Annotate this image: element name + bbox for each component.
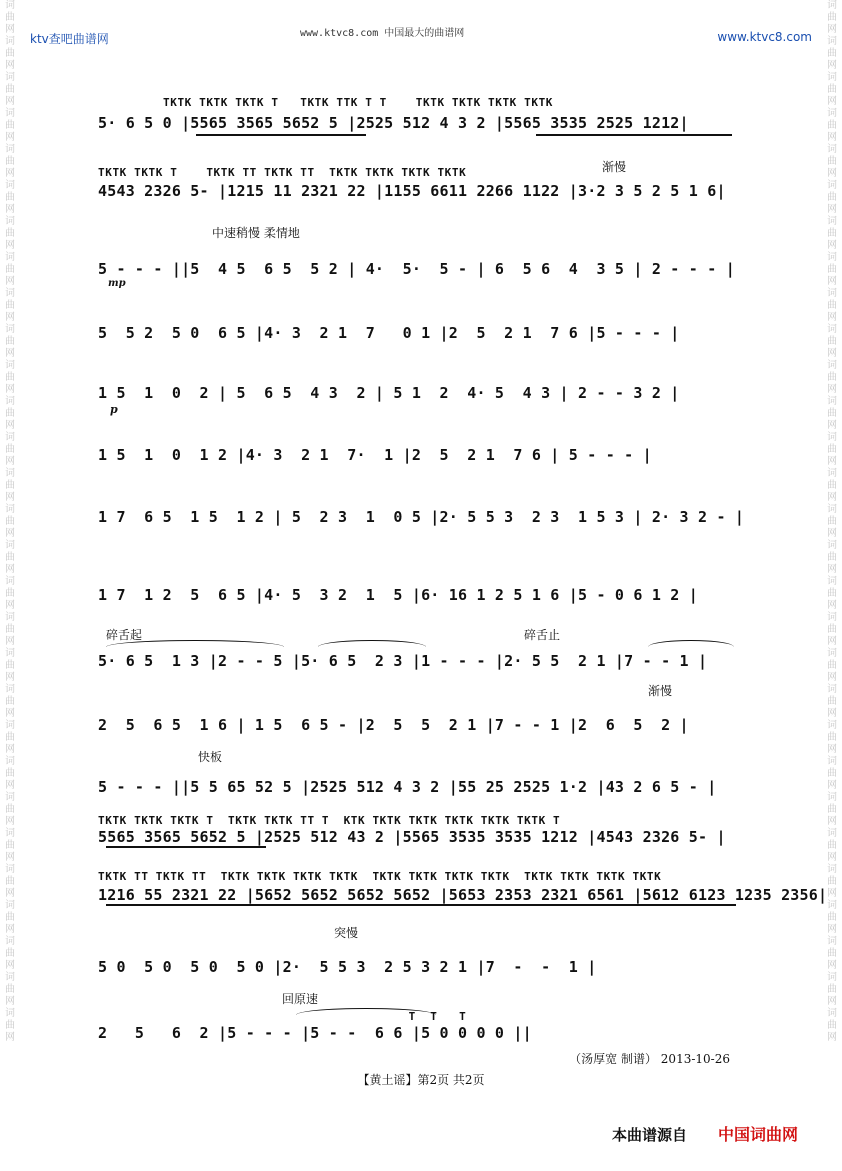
score-row-7: 1 7 6 5 1 5 1 2 | 5 2 3 1 0 5 |2· 5 5 3 2 3 1 5 3 | 2· 3 2 - | — [98, 508, 745, 526]
beam-line — [536, 134, 732, 136]
articulation-row-2: TKTK TKTK T TKTK TT TKTK TT TKTK TKTK TKTK TKTK — [98, 166, 467, 179]
tempo-mark-moderato: 中速稍慢 柔情地 — [212, 226, 300, 240]
tempo-mark-a-tempo: 回原速 — [282, 992, 319, 1006]
beam-line — [196, 134, 366, 136]
arranger-credit: （汤厚宽 制谱） 2013-10-26 — [569, 1052, 730, 1066]
score-row-8: 1 7 1 2 5 6 5 |4· 5 3 2 1 5 |6· 16 1 2 5 1 6 |5 - 0 6 1 2 | — [98, 586, 698, 604]
score-row-14: 5 0 5 0 5 0 5 0 |2· 5 5 3 2 5 3 2 1 |7 - - 1 | — [98, 958, 597, 976]
source-brand-link[interactable]: 中国词曲网 — [718, 1125, 799, 1144]
score-row-9: 5· 6 5 1 3 |2 - - 5 |5· 6 5 2 3 |1 - - - |2· 5 5 2 1 |7 - - 1 | — [98, 652, 708, 670]
score-row-4: 5 5 2 5 0 6 5 |4· 3 2 1 7 0 1 |2 5 2 1 7 6 |5 - - - | — [98, 324, 680, 342]
score-row-13: 1216 55 2321 22 |5652 5652 5652 5652 |5653 2353 2321 6561 |5612 6123 1235 2356| — [98, 886, 828, 904]
articulation-row-12: TKTK TKTK TKTK T TKTK TKTK TT T KTK TKTK TKTK TKTK TKTK TKTK T — [98, 814, 561, 827]
dynamic-p: p — [110, 403, 118, 416]
score-row-5: 1 5 1 0 2 | 5 6 5 4 3 2 | 5 1 2 4· 5 4 3 | 2 - - 3 2 | — [98, 384, 680, 402]
score-row-10: 2 5 6 5 1 6 | 1 5 6 5 - |2 5 5 2 1 |7 - - 1 |2 6 5 2 | — [98, 716, 689, 734]
articulation-row-1: TKTK TKTK TKTK T TKTK TTK T T TKTK TKTK TKTK TKTK — [98, 96, 554, 109]
score-row-12: 5565 3565 5652 5 |2525 512 43 2 |5565 3535 3535 1212 |4543 2326 5- | — [98, 828, 726, 846]
header-site-url[interactable]: www.ktvc8.com — [717, 30, 812, 44]
slur — [318, 640, 426, 647]
slur — [106, 640, 284, 647]
score-row-6: 1 5 1 0 1 2 |4· 3 2 1 7· 1 |2 5 2 1 7 6 | 5 - - - | — [98, 446, 652, 464]
tempo-mark-rit-2: 渐慢 — [648, 684, 673, 698]
score-row-11: 5 - - - ||5 5 65 52 5 |2525 512 4 3 2 |55 25 2525 1·2 |43 2 6 5 - | — [98, 778, 717, 796]
beam-line — [106, 904, 736, 906]
score-row-3: 5 - - - ||5 4 5 6 5 5 2 | 4· 5· 5 - | 6 5 6 4 3 5 | 2 - - - | — [98, 260, 735, 278]
side-watermark-left: 词曲网词曲网词曲网词曲网词曲网词曲网词曲网词曲网词曲网词曲网词曲网词曲网词曲网词曲网词曲网词曲网词曲网词曲网词曲网词曲网词曲网词曲网词曲网词曲网词曲网词曲网词曲网词曲网词曲网 — [5, 0, 15, 1043]
score-row-15: 2 5 6 2 |5 - - - |5 - - 6 6 |5 0 0 0 0 || — [98, 1024, 532, 1042]
tempo-mark-allegro: 快板 — [198, 750, 223, 764]
header-site-name[interactable]: ktv查吧曲谱网 — [30, 32, 109, 46]
tempo-mark-subito-lento: 突慢 — [334, 926, 359, 940]
articulation-row-15: T T T — [98, 1010, 467, 1023]
score-row-1: 5· 6 5 0 |5565 3565 5652 5 |2525 512 4 3 2 |5565 3535 2525 1212| — [98, 114, 689, 132]
slur — [648, 640, 734, 647]
source-label: 本曲谱源自 — [612, 1126, 688, 1144]
slur — [296, 1008, 436, 1015]
header-tagline: www.ktvc8.com 中国最大的曲谱网 — [300, 28, 465, 39]
beam-line — [106, 846, 266, 848]
tempo-mark-rit: 渐慢 — [602, 160, 627, 174]
side-watermark-right: 词曲网词曲网词曲网词曲网词曲网词曲网词曲网词曲网词曲网词曲网词曲网词曲网词曲网词曲网词曲网词曲网词曲网词曲网词曲网词曲网词曲网词曲网词曲网词曲网词曲网词曲网词曲网词曲网词曲网 — [827, 0, 837, 1043]
page-indicator: 【黄土谣】第2页 共2页 — [357, 1073, 485, 1087]
score-row-2: 4543 2326 5- |1215 11 2321 22 |1155 6611 2266 1122 |3·2 3 5 2 5 1 6| — [98, 182, 726, 200]
flutter-tongue-end: 碎舌止 — [524, 628, 561, 642]
flutter-tongue-start: 碎舌起 — [106, 628, 143, 642]
dynamic-mp: mp — [108, 278, 126, 289]
articulation-row-13: TKTK TT TKTK TT TKTK TKTK TKTK TKTK TKTK TKTK TKTK TKTK TKTK TKTK TKTK TKTK — [98, 870, 662, 883]
